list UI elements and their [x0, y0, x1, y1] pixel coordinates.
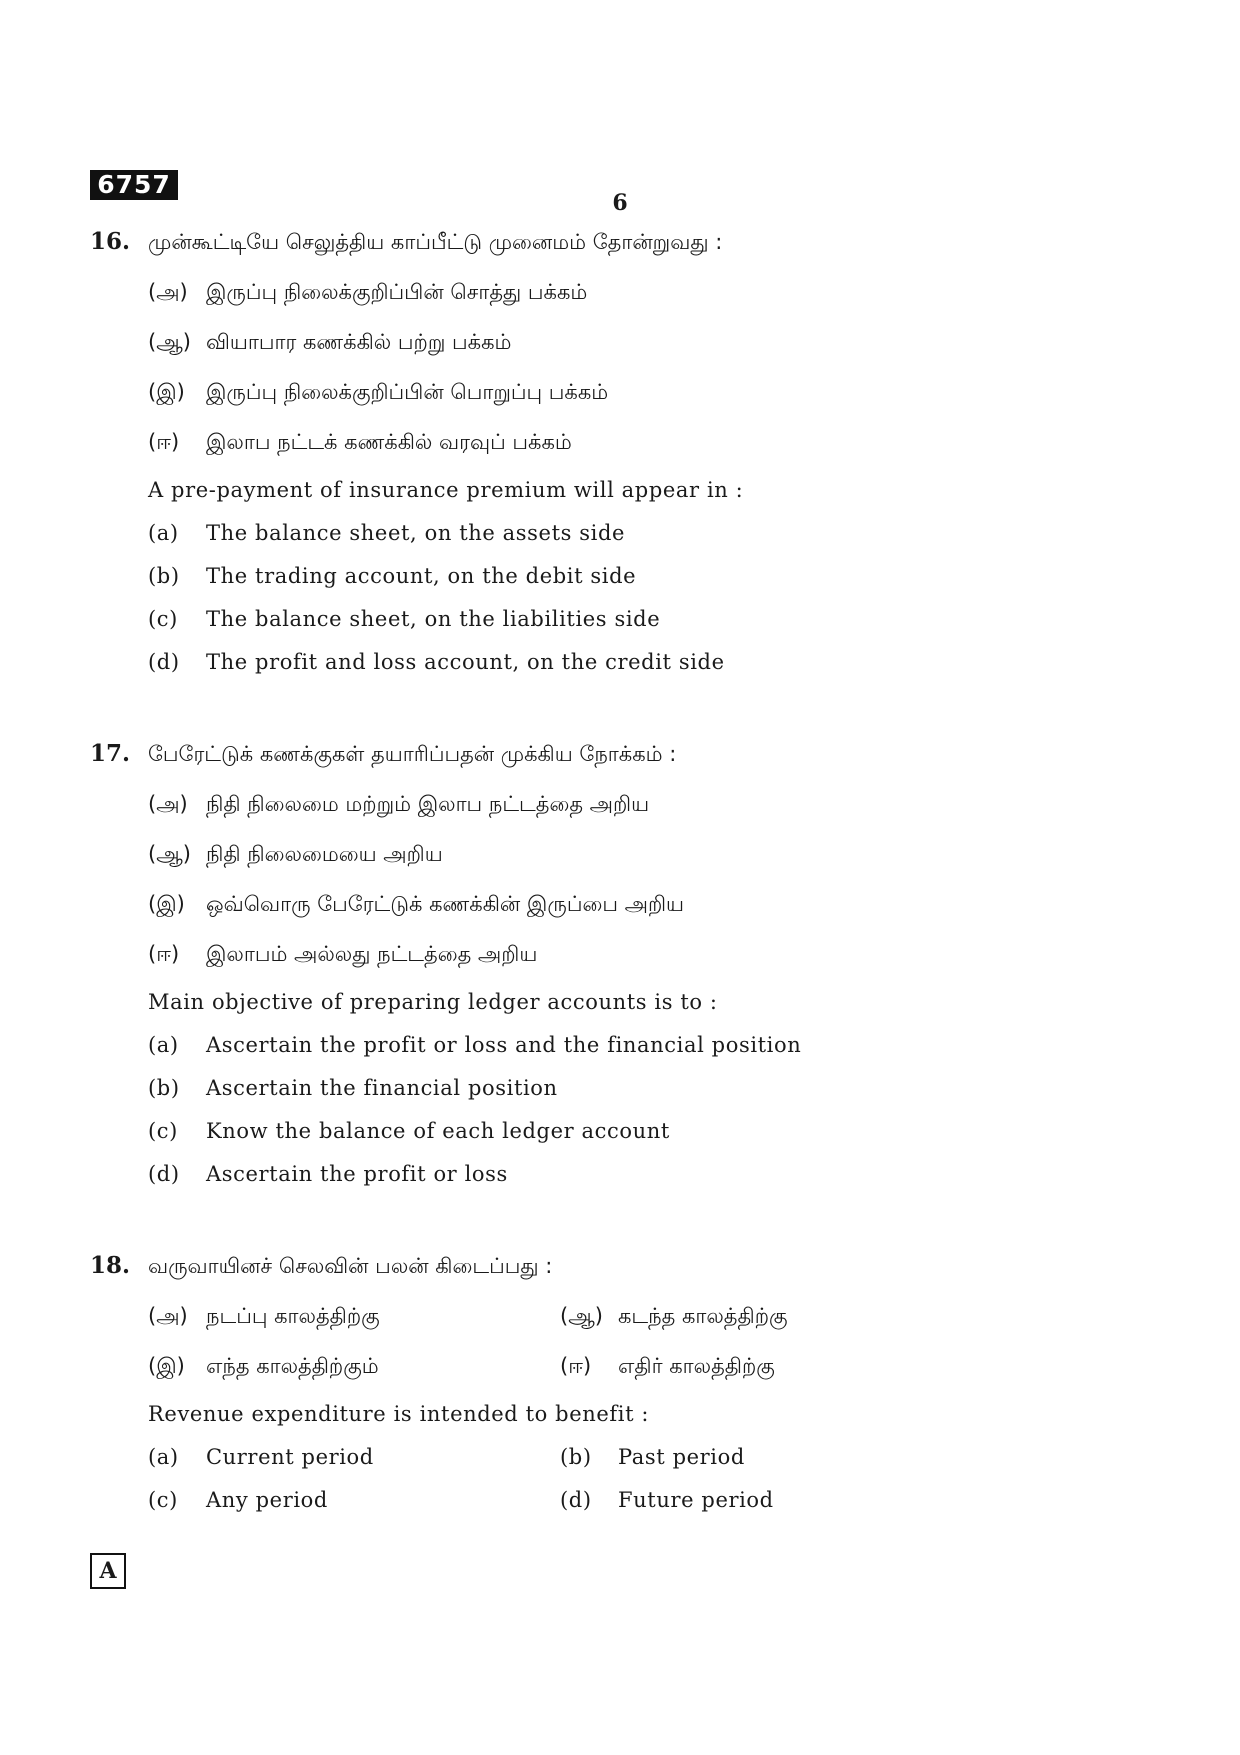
option-text: The balance sheet, on the assets side	[206, 521, 626, 545]
option-tamil	[148, 1304, 380, 1331]
option-text: கடந்த காலத்திற்கு	[618, 1304, 788, 1328]
option-mark: (ஈ)	[560, 1354, 592, 1378]
option-mark: (b)	[148, 1076, 180, 1100]
option-english	[148, 1033, 801, 1057]
question-text-english: Main objective of preparing ledger accounts is to :	[148, 990, 718, 1014]
question-number: 17.	[90, 740, 131, 767]
booklet-series-mark: A	[90, 1553, 126, 1589]
option-english	[148, 1119, 670, 1143]
option-english	[560, 1488, 774, 1512]
option-text: Current period	[206, 1445, 374, 1469]
option-tamil	[148, 892, 684, 919]
option-text: The balance sheet, on the liabilities side	[206, 607, 661, 631]
option-text: Past period	[618, 1445, 745, 1469]
option-tamil	[560, 1304, 788, 1331]
option-tamil	[148, 792, 649, 819]
option-mark: (a)	[148, 1033, 179, 1057]
option-text: இலாப நட்டக் கணக்கில் வரவுப் பக்கம்	[206, 430, 572, 454]
option-mark: (அ)	[148, 1304, 188, 1328]
option-english	[560, 1445, 745, 1469]
option-english	[148, 650, 725, 674]
option-english	[148, 1488, 328, 1512]
option-tamil	[560, 1354, 775, 1381]
option-mark: (b)	[560, 1445, 592, 1469]
option-mark: (ஆ)	[560, 1304, 603, 1328]
option-mark: (b)	[148, 564, 180, 588]
option-text: வியாபார கணக்கில் பற்று பக்கம்	[206, 330, 512, 354]
option-mark: (இ)	[148, 1354, 185, 1378]
option-text: நிதி நிலைமை மற்றும் இலாப நட்டத்தை அறிய	[206, 792, 650, 816]
option-text: Future period	[618, 1488, 774, 1512]
option-tamil	[148, 1354, 379, 1381]
option-text: இருப்பு நிலைக்குறிப்பின் பொறுப்பு பக்கம்	[206, 380, 609, 404]
question-number: 18.	[90, 1252, 131, 1279]
page-number: 6	[612, 190, 628, 216]
option-text: Any period	[206, 1488, 328, 1512]
option-mark: (அ)	[148, 280, 188, 304]
option-tamil	[148, 280, 587, 307]
option-text: எதிர் காலத்திற்கு	[618, 1354, 775, 1378]
option-text: The trading account, on the debit side	[206, 564, 637, 588]
option-text: இலாபம் அல்லது நட்டத்தை அறிய	[206, 942, 538, 966]
option-text: Ascertain the profit or loss and the financial position	[206, 1033, 802, 1057]
option-text: இருப்பு நிலைக்குறிப்பின் சொத்து பக்கம்	[206, 280, 588, 304]
option-mark: (c)	[148, 1119, 178, 1143]
option-text: Ascertain the profit or loss	[206, 1162, 508, 1186]
option-mark: (ஈ)	[148, 430, 180, 454]
option-mark: (d)	[560, 1488, 592, 1512]
option-text: எந்த காலத்திற்கும்	[206, 1354, 379, 1378]
option-mark: (ஆ)	[148, 842, 191, 866]
question-number: 16.	[90, 228, 131, 255]
option-mark: (d)	[148, 1162, 180, 1186]
option-text: நடப்பு காலத்திற்கு	[206, 1304, 380, 1328]
option-mark: (ஆ)	[148, 330, 191, 354]
option-mark: (இ)	[148, 892, 185, 916]
question-text-english: Revenue expenditure is intended to benefit :	[148, 1402, 650, 1426]
option-text: The profit and loss account, on the credit side	[206, 650, 725, 674]
option-mark: (d)	[148, 650, 180, 674]
option-tamil	[148, 430, 572, 457]
option-mark: (ஈ)	[148, 942, 180, 966]
question-text-tamil: பேரேட்டுக் கணக்குகள் தயாரிப்பதன் முக்கிய நோக்கம் :	[148, 742, 677, 766]
paper-code: 6757	[90, 170, 178, 200]
option-mark: (இ)	[148, 380, 185, 404]
option-text: நிதி நிலைமையை அறிய	[206, 842, 443, 866]
question-text-english: A pre-payment of insurance premium will appear in :	[148, 478, 744, 502]
option-english	[148, 564, 636, 588]
option-tamil	[148, 842, 443, 869]
option-english	[148, 1076, 558, 1100]
question-text-tamil: வருவாயினச் செலவின் பலன் கிடைப்பது :	[148, 1254, 553, 1278]
option-mark: (a)	[148, 521, 179, 545]
option-mark: (a)	[148, 1445, 179, 1469]
option-english	[148, 1162, 508, 1186]
option-english	[148, 521, 625, 545]
option-tamil	[148, 942, 537, 969]
option-text: Know the balance of each ledger account	[206, 1119, 670, 1143]
option-text: Ascertain the financial position	[206, 1076, 558, 1100]
option-tamil	[148, 380, 608, 407]
question-text-tamil: முன்கூட்டியே செலுத்திய காப்பீட்டு முனைமம் தோன்றுவது :	[148, 230, 723, 254]
option-english	[148, 1445, 374, 1469]
option-tamil	[148, 330, 511, 357]
option-text: ஒவ்வொரு பேரேட்டுக் கணக்கின் இருப்பை அறிய	[206, 892, 685, 916]
option-mark: (c)	[148, 607, 178, 631]
option-english	[148, 607, 660, 631]
option-mark: (c)	[148, 1488, 178, 1512]
option-mark: (அ)	[148, 792, 188, 816]
